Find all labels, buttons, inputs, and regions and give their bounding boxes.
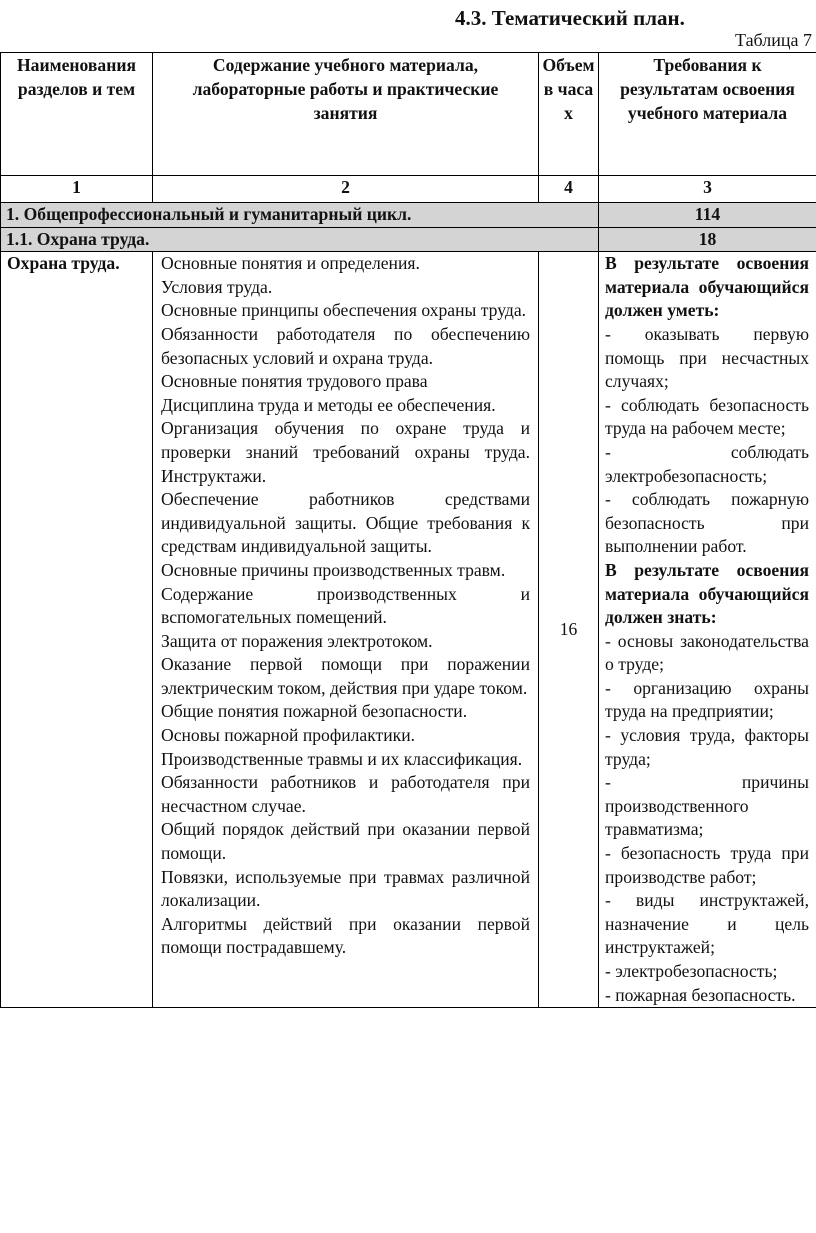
knowledge-item: - электробезопасность; — [605, 961, 778, 981]
content-item: Основные понятия и определения. — [161, 253, 420, 274]
thematic-plan-table — [0, 52, 816, 1008]
content-item: Производственные травмы и их классификация. — [161, 748, 523, 769]
content-item: Организация обучения по охране труда и проверки знаний требований охраны труда. Инструктажи. — [161, 418, 530, 486]
skill-item: - соблюдать пожарную безопасность при выполнении работ. — [605, 489, 809, 557]
knowledge-item: - условия труда, факторы труда; — [605, 725, 809, 769]
header-hours: Объем в часах — [539, 53, 599, 176]
knowledge-item: - пожарная безопасность. — [605, 984, 796, 1005]
column-number: 1 — [1, 176, 153, 203]
content-item: Основные принципы обеспечения охраны труда. — [161, 300, 527, 321]
plan-title: 4.3. Тематический план. — [455, 6, 685, 30]
knowledge-item: - безопасность труда при производстве работ; — [605, 843, 809, 887]
column-number-row — [1, 176, 816, 203]
topic-hours: 16 — [539, 252, 599, 1008]
skill-item: - соблюдать безопасность труда на рабочем месте; — [605, 394, 809, 439]
content-item: Дисциплина труда и методы ее обеспечения. — [161, 394, 496, 415]
knowledge-item: - основы законодательства о труде; — [605, 630, 809, 675]
knowledge-item: - организацию охраны труда на предприятии; — [605, 677, 809, 722]
skill-item: - соблюдать электробезопасность; — [605, 441, 809, 486]
content-item: Основные понятия трудового права — [161, 371, 428, 392]
knowledge-item: - виды инструктажей, назначение и цель инструктажей; — [605, 890, 809, 958]
skill-item: - оказывать первую помощь при несчастных случаях; — [605, 323, 809, 392]
content-item: Общий порядок действий при оказании первой помощи. — [161, 819, 530, 864]
topic-row — [1, 252, 816, 1008]
topic-content — [153, 252, 539, 1008]
skills-heading: В результате освоения материала обучающийся должен уметь: — [605, 253, 809, 321]
section-hours: 18 — [599, 227, 816, 252]
header-content: Содержание учебного материала, лабораторные работы и практические занятия — [153, 53, 539, 176]
content-item: Обязанности работодателя по обеспечению безопасных условий и охрана труда. — [161, 323, 530, 368]
header-requirements: Требования к результатам освоения учебного материала — [599, 53, 816, 176]
content-item: Содержание производственных и вспомогательных помещений. — [161, 583, 530, 628]
content-item: Общие понятия пожарной безопасности. — [161, 701, 468, 722]
content-item: Условия труда. — [161, 276, 273, 297]
topic-name: Охрана труда. — [1, 252, 153, 1008]
content-item: Повязки, используемые при травмах различной локализации. — [161, 866, 530, 911]
knowledge-heading: В результате освоения материала обучающийся должен знать: — [605, 559, 809, 628]
content-item: Обязанности работников и работодателя при несчастном случае. — [161, 772, 530, 816]
content-item: Защита от поражения электротоком. — [161, 630, 433, 651]
column-number: 2 — [153, 176, 539, 203]
knowledge-item: - причины производственного травматизма; — [605, 772, 809, 840]
section-row — [1, 227, 816, 252]
topic-requirements — [599, 252, 816, 1008]
content-item: Основы пожарной профилактики. — [161, 725, 416, 746]
section-row — [1, 203, 816, 228]
section-name: 1. Общепрофессиональный и гуманитарный цикл. — [1, 203, 599, 228]
table-header-row — [1, 53, 816, 176]
content-item: Алгоритмы действий при оказании первой помощи пострадавшему. — [161, 913, 530, 958]
column-number: 3 — [599, 176, 816, 203]
content-item: Обеспечение работников средствами индивидуальной защиты. Общие требования к средствам индивидуальной защиты. — [161, 489, 530, 557]
header-sections-topics: Наименования разделов и тем — [1, 53, 153, 176]
column-number: 4 — [539, 176, 599, 203]
section-name: 1.1. Охрана труда. — [1, 227, 599, 252]
content-item: Оказание первой помощи при поражении электрическим током, действия при ударе током. — [161, 654, 530, 698]
content-item: Основные причины производственных травм. — [161, 559, 506, 580]
section-hours: 114 — [599, 203, 816, 228]
table-label: Таблица 7 — [735, 30, 812, 50]
